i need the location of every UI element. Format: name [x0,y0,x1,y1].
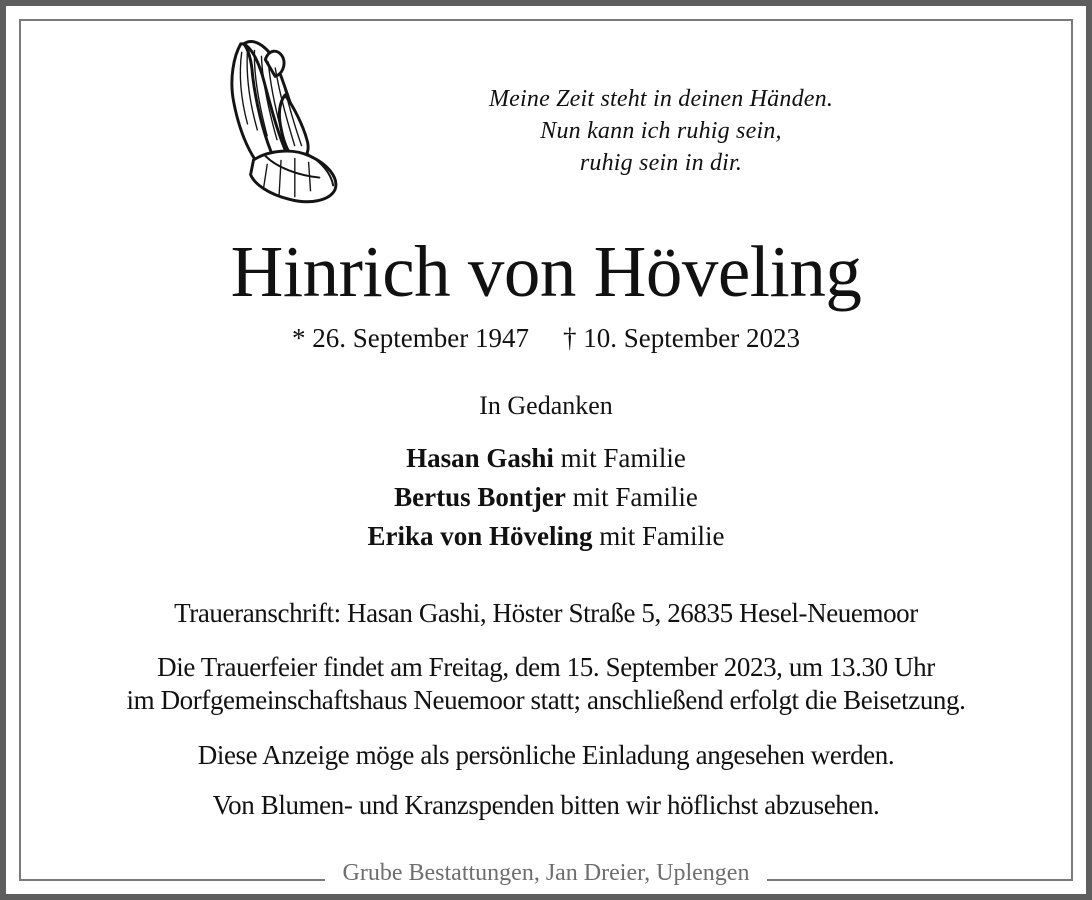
life-dates [21,321,1071,355]
flowers-note: Von Blumen- und Kranzspenden bitten wir höflichst abzusehen. [212,790,880,820]
deceased-name: Hinrich von Höveling [230,231,862,312]
obituary-card [19,19,1073,886]
mourner-suffix: mit Familie [565,482,698,512]
ceremony-info [21,651,1071,717]
praying-hands-icon [207,38,362,210]
mourner-name: Hasan Gashi [406,443,554,473]
mourner-suffix: mit Familie [592,521,725,551]
verse-line-2: Nun kann ich ruhig sein, [540,118,782,144]
mourner-row [21,439,1071,478]
in-memory-label: In Gedanken [479,391,613,420]
verse-line-1: Meine Zeit steht in deinen Händen. [488,86,834,112]
ceremony-line-2: im Dorfgemeinschaftshaus Neuemoor statt; anschließend erfolgt die Beisetzung. [126,685,966,715]
mourner-row [21,517,1071,556]
mourners-list [21,439,1071,556]
mourning-address: Traueranschrift: Hasan Gashi, Höster Straße 5, 26835 Hesel-Neuemoor [174,598,918,628]
funeral-home-credit [21,858,1071,888]
invitation-note: Diese Anzeige möge als persönliche Einladung angesehen werden. [197,740,895,770]
verse-line-3: ruhig sein in dir. [579,150,743,176]
death-date: † 10. September 2023 [563,323,800,353]
mourner-name: Erika von Höveling [367,521,593,551]
mourner-name: Bertus Bontjer [394,482,566,512]
verse-block [381,83,941,179]
mourner-row [21,478,1071,517]
mourner-suffix: mit Familie [553,443,686,473]
funeral-home-name: Grube Bestattungen, Jan Dreier, Uplengen [325,860,768,886]
birth-date: * 26. September 1947 [292,323,529,353]
ceremony-line-1: Die Trauerfeier findet am Freitag, dem 15. September 2023, um 13.30 Uhr [157,652,935,682]
